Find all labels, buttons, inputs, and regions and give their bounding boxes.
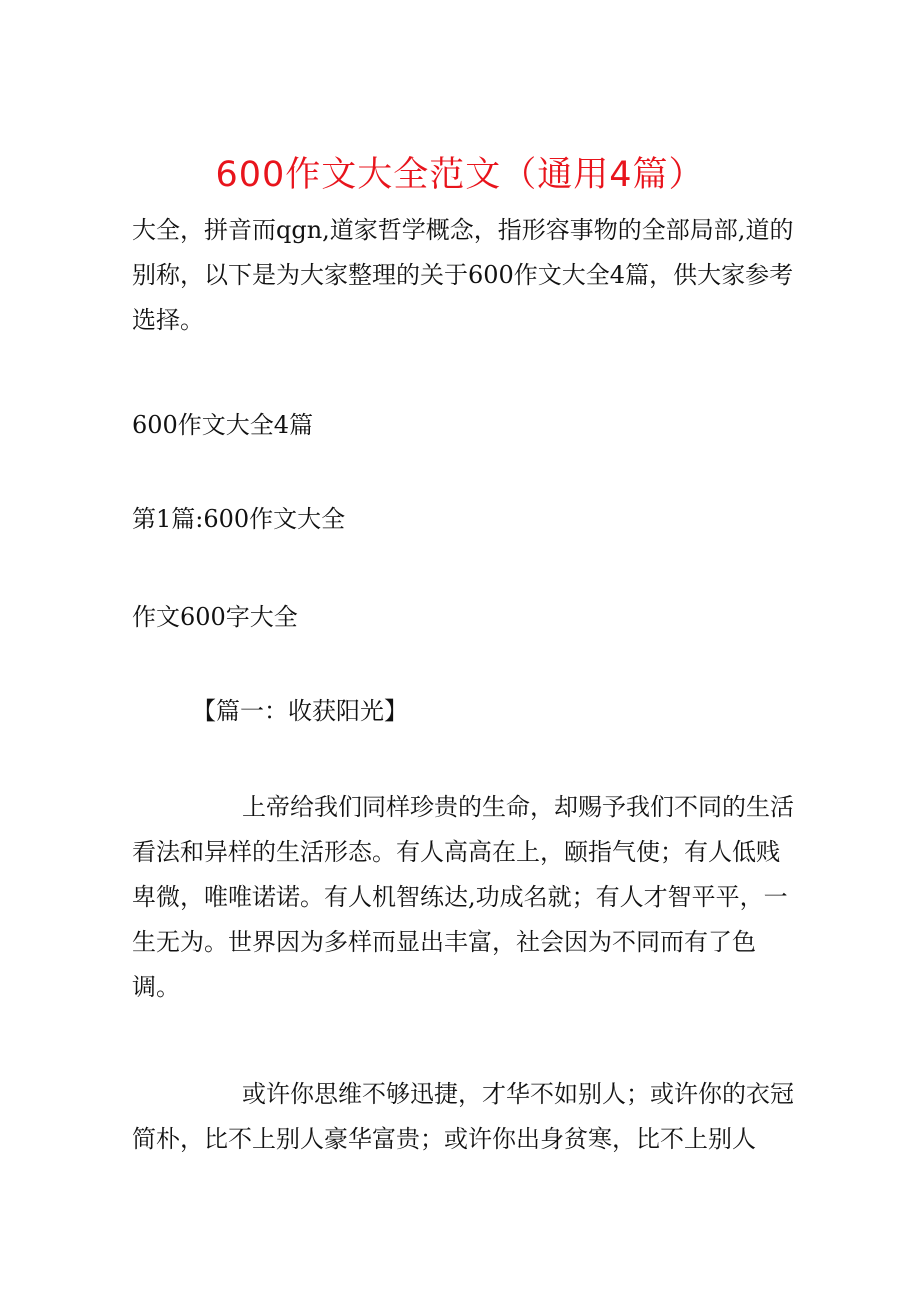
body-paragraph-1: 上帝给我们同样珍贵的生命，却赐予我们不同的生活看法和异样的生活形态。有人高高在上，颐指气使；有人低贱卑微，唯唯诺诺。有人机智练达,功成名就；有人才智平平，一生无为。世界因为多样而显出丰富，社会因为不同而有了色调。	[132, 793, 794, 1001]
document-title: 600作文大全范文（通用4篇）	[215, 155, 705, 195]
section-title: 【篇一：收获阳光】	[192, 697, 408, 725]
intro-paragraph: 大全，拼音而qgn,道家哲学概念，指形容事物的全部局部,道的别称，以下是为大家整理的关于600作文大全4篇，供大家参考选择。	[132, 216, 794, 334]
part-1-heading: 第1篇:600作文大全	[132, 505, 346, 533]
body-paragraph-2: 或许你思维不够迅捷，才华不如别人；或许你的衣冠简朴，比不上别人豪华富贵；或许你出身贫寒，比不上别人	[132, 1080, 794, 1153]
collection-heading: 600作文大全4篇	[132, 411, 314, 439]
topic-heading: 作文600字大全	[132, 603, 298, 631]
